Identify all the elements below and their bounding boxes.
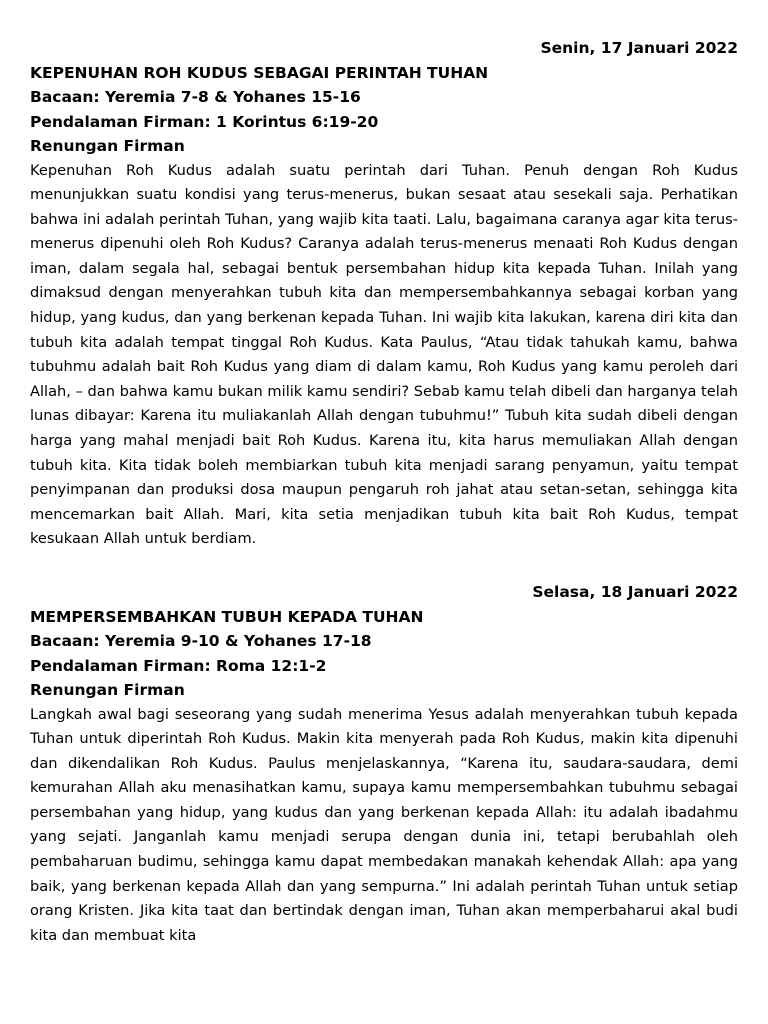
devotional-body: Langkah awal bagi seseorang yang sudah menerima Yesus adalah menyerahkan tubuh kepada Tuhan untuk diperintah Roh Kudus. Makin kita menyerah pada Roh Kudus, makin kita dipenuhi dan dikendalikan Roh Kudus. Paulus menjelaskannya, “Karena itu, saudara-saudara, demi kemurahan Allah aku menasihatkan kamu, supaya kamu mempersembahkan tubuhmu sebagai persembahan yang hidup, yang kudus dan yang berkenan kepada Allah: itu adalah ibadahmu yang sejati. Janganlah kamu menjadi serupa dengan dunia ini, tetapi berubahlah oleh pembaharuan budimu, sehingga kamu dapat membedakan manakah kehendak Allah: apa yang baik, yang berkenan kepada Allah dan yang sempurna.” Ini adalah perintah Tuhan untuk setiap orang Kristen. Jika kita taat dan bertindak dengan iman, Tuhan akan memperbaharui akal budi kita dan membuat kita xyxy=(30,705,738,944)
devotional-entry xyxy=(30,580,738,948)
entry-title: MEMPERSEMBAHKAN TUBUH KEPADA TUHAN xyxy=(30,607,424,626)
bible-reading: Bacaan: Yeremia 7-8 & Yohanes 15-16 xyxy=(30,88,361,106)
entry-title: KEPENUHAN ROH KUDUS SEBAGAI PERINTAH TUHAN xyxy=(30,63,489,82)
scripture-deepening: Pendalaman Firman: Roma 12:1-2 xyxy=(30,656,327,675)
entry-date: Selasa, 18 Januari 2022 xyxy=(532,583,738,601)
section-label: Renungan Firman xyxy=(30,681,185,699)
devotional-entry xyxy=(30,36,738,552)
devotional-body: Kepenuhan Roh Kudus adalah suatu perintah dari Tuhan. Penuh dengan Roh Kudus menunjukkan suatu kondisi yang terus-menerus, bukan sesaat atau sesekali saja. Perhatikan bahwa ini adalah perintah Tuhan, yang wajib kita taati. Lalu, bagaimana caranya agar kita terus-menerus dipenuhi oleh Roh Kudus? Caranya adalah terus-menerus menaati Roh Kudus dengan iman, dalam segala hal, sebagai bentuk persembahan hidup kita kepada Tuhan. Inilah yang dimaksud dengan menyerahkan tubuh kita dan mempersembahkannya sebagai korban yang hidup, yang kudus, dan yang berkenan kepada Tuhan. Ini wajib kita lakukan, karena diri kita dan tubuh kita adalah tempat tinggal Roh Kudus. Kata Paulus, “Atau tidak tahukah kamu, bahwa tubuhmu adalah bait Roh Kudus yang diam di dalam kamu, Roh Kudus yang kamu peroleh dari Allah, – dan bahwa kamu bukan milik kamu sendiri? Sebab kamu telah dibeli dan harganya telah lunas dibayar: Karena itu muliakanlah Allah dengan tubuhmu!” Tubuh kita sudah dibeli dengan harga yang mahal menjadi bait Roh Kudus. Karena itu, kita harus memuliakan Allah dengan tubuh kita. Kita tidak boleh membiarkan tubuh kita menjadi sarang penyamun, yaitu tempat penyimpanan dan produksi dosa maupun pengaruh roh jahat atau setan-setan, sehingga kita mencemarkan bait Allah. Mari, kita setia menjadikan tubuh kita bait Roh Kudus, tempat kesukaan Allah untuk berdiam. xyxy=(30,161,738,548)
entry-divider xyxy=(30,552,738,580)
devotional-page xyxy=(30,36,738,948)
section-label: Renungan Firman xyxy=(30,137,185,155)
bible-reading: Bacaan: Yeremia 9-10 & Yohanes 17-18 xyxy=(30,632,372,650)
entry-date: Senin, 17 Januari 2022 xyxy=(540,39,738,57)
scripture-deepening: Pendalaman Firman: 1 Korintus 6:19-20 xyxy=(30,112,379,131)
